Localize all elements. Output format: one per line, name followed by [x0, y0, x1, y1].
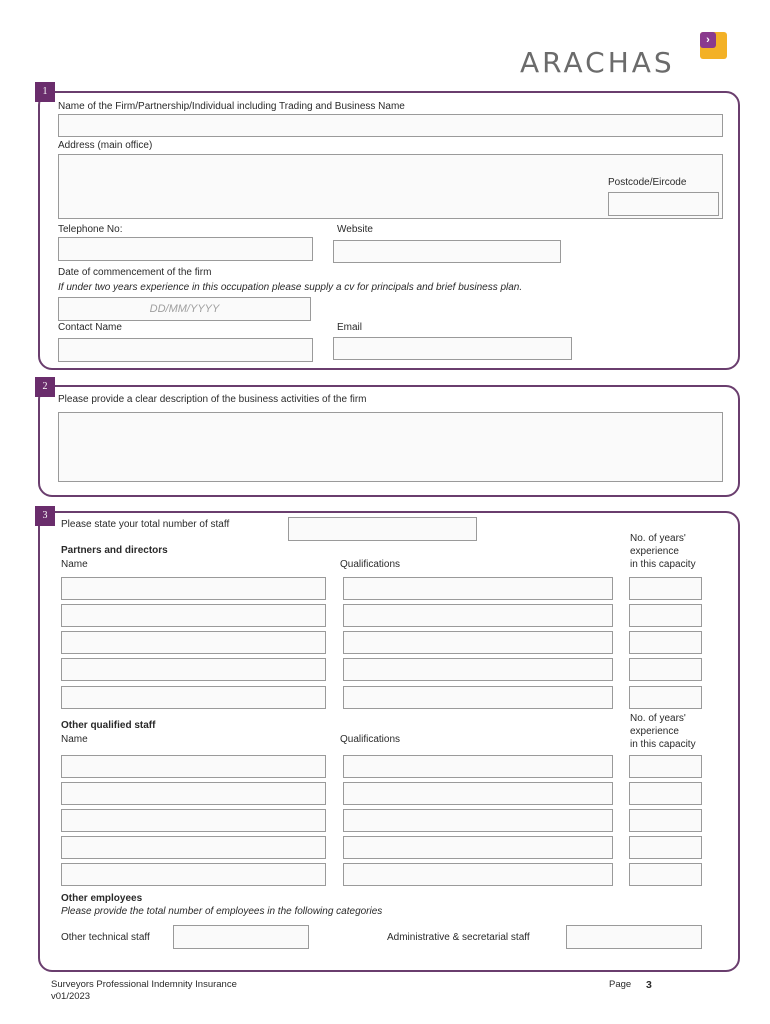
qualified-qualifications-field[interactable]: [343, 863, 613, 886]
contact-name-field[interactable]: [58, 338, 313, 362]
commencement-label: Date of commencement of the firm: [58, 267, 212, 278]
partners-years-column-2: experience: [630, 546, 679, 557]
total-staff-label: Please state your total number of staff: [61, 519, 230, 530]
qualified-years-column-2: experience: [630, 726, 679, 737]
other-employees-heading: Other employees: [61, 893, 143, 904]
qualified-name-field[interactable]: [61, 863, 326, 886]
section-number-2: 2: [35, 377, 55, 397]
qualified-years-field[interactable]: [629, 755, 702, 778]
date-input[interactable]: [59, 298, 310, 320]
arachas-logo: ARACHAS: [520, 46, 675, 79]
section-number-3: 3: [35, 506, 55, 526]
partners-years-column-3: in this capacity: [630, 559, 696, 570]
other-employees-note: Please provide the total number of employees in the following categories: [61, 906, 383, 917]
contact-name-label: Contact Name: [58, 322, 122, 333]
postcode-field[interactable]: [608, 192, 719, 216]
total-staff-field[interactable]: [288, 517, 477, 541]
description-field[interactable]: [58, 412, 723, 482]
firm-name-field[interactable]: [58, 114, 723, 137]
partner-name-field[interactable]: [61, 658, 326, 681]
email-label: Email: [337, 322, 363, 333]
partners-qualifications-column: Qualifications: [340, 559, 401, 570]
partner-qualifications-field[interactable]: [343, 631, 613, 654]
admin-staff-label: Administrative & secretarial staff: [387, 932, 530, 943]
partners-name-column: Name: [61, 559, 88, 570]
qualified-name-field[interactable]: [61, 836, 326, 859]
partner-qualifications-field[interactable]: [343, 577, 613, 600]
qualified-qualifications-field[interactable]: [343, 836, 613, 859]
qualified-name-field[interactable]: [61, 782, 326, 805]
partners-years-column-1: No. of years': [630, 533, 686, 544]
qualified-years-field[interactable]: [629, 782, 702, 805]
qualified-years-column-3: in this capacity: [630, 739, 696, 750]
logo-badge: [700, 32, 727, 59]
description-label: Please provide a clear description of the business activities of the firm: [58, 394, 367, 405]
partner-name-field[interactable]: [61, 604, 326, 627]
qualified-years-field[interactable]: [629, 836, 702, 859]
qualified-name-column: Name: [61, 734, 88, 745]
footer-version: v01/2023: [51, 991, 91, 1002]
footer-page-number: 3: [646, 979, 652, 991]
partner-years-field[interactable]: [629, 686, 702, 709]
technical-staff-field[interactable]: [173, 925, 309, 949]
qualified-qualifications-field[interactable]: [343, 755, 613, 778]
qualified-years-field[interactable]: [629, 863, 702, 886]
partner-years-field[interactable]: [629, 577, 702, 600]
partners-heading: Partners and directors: [61, 545, 168, 556]
qualified-name-field[interactable]: [61, 809, 326, 832]
qualified-name-field[interactable]: [61, 755, 326, 778]
website-field[interactable]: [333, 240, 561, 263]
address-label: Address (main office): [58, 140, 153, 151]
email-field[interactable]: [333, 337, 572, 360]
website-label: Website: [337, 224, 373, 235]
partner-name-field[interactable]: [61, 631, 326, 654]
partner-name-field[interactable]: [61, 577, 326, 600]
postcode-label: Postcode/Eircode: [608, 177, 687, 188]
commencement-date-field[interactable]: [58, 297, 311, 321]
partner-qualifications-field[interactable]: [343, 686, 613, 709]
qualified-years-field[interactable]: [629, 809, 702, 832]
qualified-years-column-1: No. of years': [630, 713, 686, 724]
other-qualified-heading: Other qualified staff: [61, 720, 156, 731]
partner-qualifications-field[interactable]: [343, 604, 613, 627]
qualified-qualifications-field[interactable]: [343, 809, 613, 832]
chevron-right-icon: ›: [700, 32, 716, 48]
section-number-1: 1: [35, 82, 55, 102]
partner-qualifications-field[interactable]: [343, 658, 613, 681]
qualified-qualifications-field[interactable]: [343, 782, 613, 805]
partner-name-field[interactable]: [61, 686, 326, 709]
commencement-note: If under two years experience in this occupation please supply a cv for principals and brief business plan.: [58, 282, 523, 293]
footer-doc-title: Surveyors Professional Indemnity Insurance: [51, 979, 237, 990]
telephone-label: Telephone No:: [58, 224, 123, 235]
telephone-field[interactable]: [58, 237, 313, 261]
partner-years-field[interactable]: [629, 658, 702, 681]
technical-staff-label: Other technical staff: [61, 932, 150, 943]
partner-years-field[interactable]: [629, 604, 702, 627]
firm-name-label: Name of the Firm/Partnership/Individual including Trading and Business Name: [58, 101, 405, 112]
footer-page-label: Page: [609, 979, 632, 990]
admin-staff-field[interactable]: [566, 925, 702, 949]
qualified-qualifications-column: Qualifications: [340, 734, 401, 745]
partner-years-field[interactable]: [629, 631, 702, 654]
